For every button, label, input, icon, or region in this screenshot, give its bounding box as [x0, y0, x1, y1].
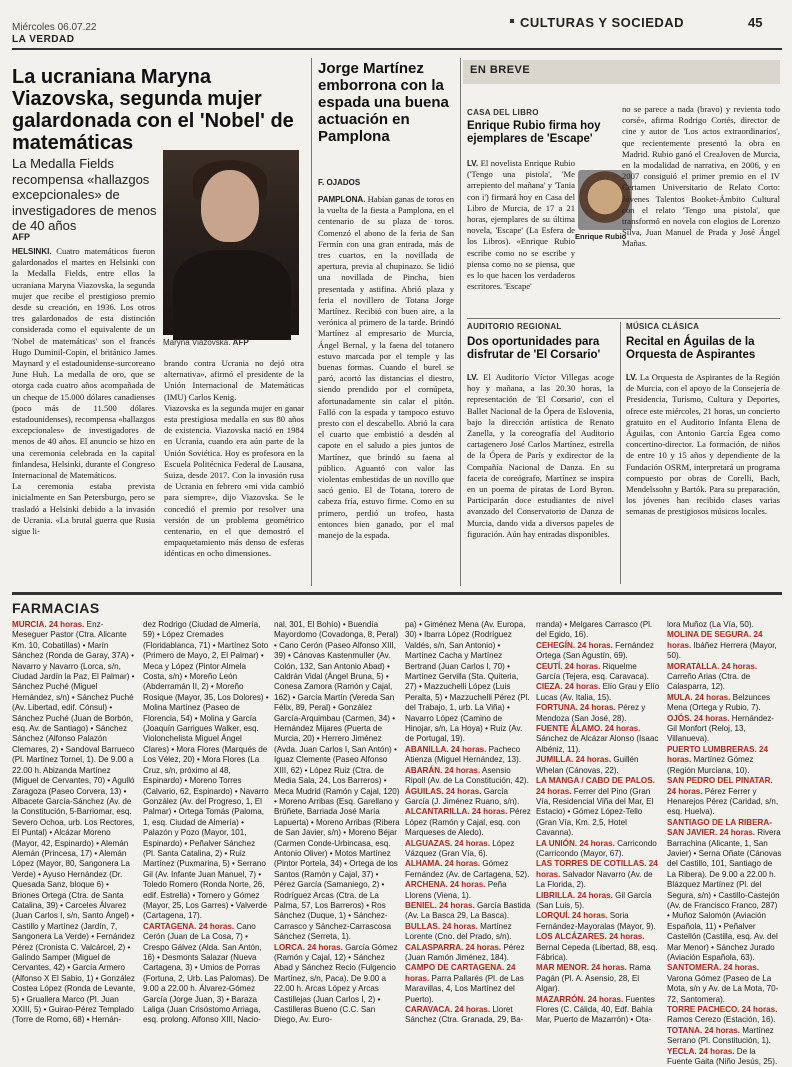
pharmacy-list: Pacheco Atienza (Miguel Hernández, 13).	[405, 744, 522, 765]
pharmacy-town: JUMILLA. 24 horas.	[536, 755, 612, 765]
pharmacy-entry	[536, 703, 662, 724]
pharmacy-town: CIEZA. 24 horas.	[536, 682, 601, 692]
pharmacy-entry	[405, 839, 531, 860]
pharmacy-entry	[405, 620, 531, 745]
pharmacy-list: Pérez y Mendoza (San José, 28).	[536, 703, 646, 723]
pharmacy-entry	[405, 943, 531, 964]
pharmacy-list: Pérez López (Ramón y Cajal, esq. con Marqueses de Aledo).	[405, 807, 531, 838]
pharmacy-town: ALHAMA. 24 horas.	[405, 859, 481, 869]
main-column-2: brando contra Ucrania no dejó otra alternativa», afirmó el presidente de la Unión Internacional de Matemáticas (IMU) Carlos Kenig. Viazovska es la segunda mujer en ganar esta prestigiosa medalla en sus 80 años de existencia. Viazovska nació en 1984 en Ucrania, cuando era aún parte de la Unión Soviética. Hoy es profesora en la Escuela Politécnica Federal de Lausana, Suiza, desde 2017. Con la invasión rusa de Ucrania en febrero «mi vida cambió para siempre», dijo Viazovska. Se le concedió el premio por resolver una versión de un problema geométrico centenario, en el que demostró el empaquetamiento más denso de esferas idénticas en ocho dimensiones.	[164, 358, 304, 559]
pharmacy-list: Martínez Gómez (Región Murciana, 10).	[667, 755, 754, 775]
pharmacy-list: Hernández-Gil Monfort (Reloj, 13, Villanueva).	[667, 713, 775, 744]
pharmacy-list: García Bastida (Av. La Basca 29, La Basca).	[405, 900, 531, 921]
farmacias-column-3	[274, 620, 400, 1025]
photo-credit: AFP	[232, 338, 249, 347]
pharmacy-list: Pérez (Juan Ramón Jiménez, 184).	[405, 942, 525, 962]
pharmacy-list: García Gómez (Ramón y Cajal, 12) • Sánchez Abad y Sánchez Recio (Fulgencio Martínez, s/n, Paca). De 9.00 a 22.00 h. Arcas López y Arcas Castillejas (Juan Carlos I, 2) • Castilleras Bueno (C.C. San Diego, Av. Euro-	[274, 942, 398, 1025]
pharmacy-town: OJÓS. 24 horas.	[667, 713, 730, 723]
pharmacy-entry	[405, 922, 531, 943]
pharmacy-town: CAMPO DE CARTAGENA. 24 horas.	[405, 963, 516, 983]
pharmacy-entry	[667, 620, 782, 630]
musica-kicker: MÚSICA CLÁSICA	[626, 322, 700, 331]
pharmacy-list: Ramos Cerezo (Estación, 16).	[667, 1015, 776, 1025]
pharmacy-town: PUERTO LUMBRERAS. 24 horas.	[667, 744, 769, 765]
pharmacy-entry	[536, 755, 662, 776]
pharmacy-town: YECLA. 24 horas.	[667, 1046, 735, 1056]
pharmacy-town: ABANILLA. 24 horas.	[405, 744, 487, 754]
pharmacy-list: Peña Llorens (Viena, 1).	[405, 880, 507, 900]
pharmacy-town: SAN PEDRO DEL PINATAR. 24 horas.	[667, 776, 773, 796]
pharmacy-town: LOS ALCÁZARES. 24 horas.	[536, 932, 645, 942]
pharmacy-list: Martínez Lorente (Cno. del Prado, s/n).	[405, 921, 512, 942]
pharmacy-town: BULLAS. 24 horas.	[405, 921, 478, 931]
pharmacy-town: LA MANGA / CABO DE PALOS. 24 horas.	[536, 776, 655, 796]
pharmacy-list: Carreño Arias (Ctra. de Calasparra, 12).	[667, 672, 751, 692]
pharmacy-entry	[667, 776, 782, 818]
pharmacy-entry	[536, 682, 662, 703]
pharmacy-list: Parra Pallarés (Pl. de Las Maravillas, 4, Los Martínez del Puerto).	[405, 973, 524, 1004]
pharmacy-entry	[405, 901, 531, 922]
libro-text-continued: no se parece a nada (bravo) y revienta todo corsé», afirma Rodrigo Cortés, director de cine y autor de 'Los actos extraordinarios', que recientemente presentó la obra en Madrid. Rubio ganó el CreaJoven de Murcia, en la modalidad de narrativa, en 2006, y en 2007 consiguió el primer premio en el IV Certamen Universitario de Relato Corto: Jóvenes Talentos Booket-Ámbito Cultural con el relato 'Tengo una pistola', que transformó en novela con elogios de Lorenzo Silva, Juan Manuel de Prada y José Ángel Mañas.	[622, 104, 780, 249]
pharmacy-entry	[405, 1005, 531, 1026]
pharmacy-list: López Vázquez (Gran Vía, 6).	[405, 838, 515, 858]
pharmacy-entry	[667, 818, 782, 964]
pharmacy-town: CARAVACA. 24 horas.	[405, 1005, 491, 1015]
pharmacy-town: ABARÁN. 24 horas.	[405, 765, 481, 775]
farmacias-column-1	[12, 620, 138, 1025]
pharmacy-entry	[274, 943, 400, 1026]
pharmacy-town: LORCA. 24 horas.	[274, 942, 343, 952]
pharmacy-entry	[536, 641, 662, 662]
pharmacy-list: Gil García (San Luis, 5).	[536, 890, 652, 910]
photo-body	[173, 250, 291, 340]
main-headline: La ucraniana Maryna Viazovska, segunda mujer galardonada con el 'Nobel' de matemáticas	[12, 66, 294, 154]
photo-face	[201, 170, 259, 242]
pharmacy-town: CEHEGÍN. 24 horas.	[536, 640, 613, 650]
pharmacy-list: Sánchez de Alcázar Alonso (Isaac Albéniz, 11).	[536, 734, 659, 754]
farmacias-column-5	[536, 620, 662, 1025]
auditorio-text: LV. El Auditorio Víctor Villegas acoge hoy y mañana, a las 20.30 horas, la representación de 'El Corsario', con el Ballet Nacional de la Ópera de Eslovenia, bajo la dirección artística de Renato Zanella, y la coreografía del Auditorio cartagenero José Carlos Martínez, estrella de la Ópera de París y exdirector de la Compañía Nacional de Danza. En su faceta de coreógrafo, Martínez se inspira en un poema de piratas de Lord Byron. Participarán doce estudiantes de nivel avanzado del Conservatorio de Danza de Murcia, dando vida a diversos papeles de figuración. Aún hay entradas disponibles.	[467, 372, 614, 539]
pharmacy-entry	[143, 922, 269, 1026]
pharmacy-entry	[405, 880, 531, 901]
pharmacy-town: FUENTE ÁLAMO. 24 horas.	[536, 724, 641, 734]
column-divider	[620, 322, 621, 584]
libro-kicker: CASA DEL LIBRO	[467, 108, 539, 117]
pharmacy-town: LAS TORRES DE COTILLAS. 24 horas.	[536, 859, 658, 879]
pharmacy-entry	[536, 932, 662, 963]
pharmacy-entry	[405, 745, 531, 766]
farmacias-title: FARMACIAS	[12, 600, 100, 616]
pharmacy-entry	[405, 787, 531, 808]
main-subtitle: La Medalla Fields recompensa «hallazgos excepcionales» de investigadores de menos de 40 años	[12, 156, 157, 233]
pharmacy-list: dez Rodrigo (Ciudad de Almería, 59) • López Cremades (Floridablanca, 71) • Martínez Soto (Primero de Mayo, 2, El Palmar) • Meca y López (Pintor Almela Costa, s/n) • Moreño León (Abderramán II, 2) • Moreño Rosique (Mayor, 35, Los Dolores) • Molina Martínez (Paseo de Florencia, 54) • Molina y García (Joaquín Garrigues Walker, esq. Violonchelista Miguel Ángel Clares) • Mora Flores (Marqués de Los Vélez, 20) • Mora Flores (La Cruz, s/n, próximo al 48, Espinardo) • Moreno Torres (Calvario, 62, Espinardo) • Navarro González (Av. del Progreso, 1, El Palmar) • Ortega Tomás (Paloma, 1, esq. Ciudad de Almería) • Palazón y Pozo (Mayor, 101, Espinardo) • Peñalver Sánchez (Pl. Santa Catalina, 2) • Ruiz Martínez (Puxmarina, 5) • Serrano Gil (Av. Infante Juan Manuel, 7) • Toledo Romero (Ronda Norte, 26, edif. Estrella) • Tornero y Gómez (Mayor, 25, Los Garres) • Valverde (Cartagena, 17).	[143, 620, 269, 921]
section-bullet-icon	[510, 19, 514, 23]
pharmacy-list: Rivera Barrachina (Alicante, 1, San Javier) • Serna Oñate (Cánovas del Castillo, 101, Santiago de La Ribera). De 9.00 a 22.00 h. Blázquez Martínez (Pl. del Segura, s/n) • Castillo-Castejón (Av. de Francisco Franco, 287) • Muñoz Salomón (Aviación Española, 11) • Peñalver Castellón (Castilla, esq. Av. del Mar Menor) • Sánchez Jurado (Aviación Española, 63).	[667, 828, 782, 962]
pharmacy-entry	[536, 963, 662, 994]
pharmacy-town: TOTANA. 24 horas.	[667, 1025, 741, 1035]
bull-dateline: PAMPLONA.	[318, 195, 366, 204]
pharmacy-list: Soria Fernández-Mayoralas (Mayor, 9).	[536, 911, 656, 931]
pharmacy-list: nal, 301, El Bohío) • Buendía Mayordomo (Covadonga, 8, Peral) • Cano Cerón (Paseo Alfonso XIII, 39) • Cánovas Kastenmuller (Av. Colón, 132, San Antonio Abad) • Caldrán Vidal (Ángel Bruna, 5) • Conesa Zamora (Ramón y Cajal, 162) • García Martín (Vereda San Félix, 89, Peral) • González García-Arquimbau (Carmen, 34) • Hernández Mijares (Puerta de Murcia, 20) • Herrero Jiménez (Avda. Juan Carlos I, San Antón) • Iguaz Clemente (Paseo Alfonso XIII, 62) • López Ruiz (Ctra. de Media Sala, 24, Los Barreros) • Meca Mudrid (Ramón y Cajal, 120) • Moreno Arribas (Esq. Garellano y Brúñete, Barriada José María Lapuerta) • Moreno Arribas (Ribera de San Javier, s/n) • Moreno Béjar (Carmen Conde-Urbincasa, esq. Antonio Oliver) • Motos Martínez (Pintor Portela, 34) • Ortega de los Santos (Ramón y Cajal, 37) • Pérez García (Samaniego, 2) • Rodríguez Arcas (Ctra. de La Palma, 57, Los Barreros) • Ros Sánchez (Duque, 1) • Sánchez-Carrasco y Sánchez-Carrascosa Sánchez (Serreta, 1).	[274, 620, 400, 942]
pharmacy-town: ALCANTARILLA. 24 horas.	[405, 807, 508, 817]
pharmacy-list: Martínez Serrano (Pl. Constitución, 1).	[667, 1025, 774, 1046]
pharmacy-town: SANTOMERA. 24 horas.	[667, 963, 760, 973]
pharmacy-list: Carricondo (Carricondo (Mayor, 67).	[536, 838, 657, 858]
pharmacy-entry	[143, 620, 269, 922]
pharmacy-entry	[274, 620, 400, 943]
pharmacy-list: García García (J. Jiménez Ruano, s/n).	[405, 786, 520, 806]
pharmacy-town: CARTAGENA. 24 horas.	[143, 921, 235, 931]
pharmacy-list: Fuentes Flores (C. Cálida, 40, Edf. Bahía Mar, Puerto de Mazarrón) • Ota-	[536, 994, 655, 1025]
libro-headline: Enrique Rubio firma hoy ejemplares de 'Escape'	[467, 120, 601, 145]
pharmacy-entry	[536, 839, 662, 860]
pharmacy-town: CEUTÍ. 24 horas.	[536, 661, 601, 671]
farmacias-column-4	[405, 620, 531, 1025]
pharmacy-entry	[536, 662, 662, 683]
farmacias-rule	[12, 592, 782, 595]
en-breve-label: EN BREVE	[470, 64, 531, 76]
pharmacy-town: MURCIA. 24 horas.	[12, 620, 85, 629]
pharmacy-town: MULA. 24 horas.	[667, 692, 731, 702]
breve-divider	[467, 318, 780, 319]
pharmacy-entry	[667, 745, 782, 776]
bull-text: PAMPLONA. Habían ganas de toros en la vuelta de la fiesta a Pamplona, en el centenario de su plaza de toros. Comenzó el abono de la feria de San Fermín con una gran entrada, más de tres cuartos, en la novillada de apertura, previa al chupinazo. Se lidió una novillada de Pincha, bien presentada y astifina. Abrió plaza y feria el novillero de Totana Jorge Martínez. Recibió con buen aire, a la verónica al primero de la tarde. Brindó Martínez al empresario de Murcia, Ángel Bernal, y la faena del totanero estuvo marcada por el temple y las buenas formas. Cuando el burel se paró, acortó las distancias el diestro, siendo prendido por el cornúpeta, afortunadamente sin calar el pitón. Falló con la espada y tampoco estuvo presto con el descabello. Abrió la cara el cuarto que embistió a desdén al capote en el saludo a pies juntos de Martínez, que brindó su faena al público. Aguantó con valor las violentas embestidas de un novillo que sacó genio. El de Totana, torero de cabeza fría, estuvo firme. Como en su primero, perdió un trofeo, hasta entonces bien ganado, por el mal manejo de la espada.	[318, 194, 455, 541]
pharmacy-entry	[536, 620, 662, 641]
column-divider	[460, 58, 461, 586]
pharmacy-list: Ibáñez Herrera (Mayor, 50).	[667, 640, 777, 661]
musica-text: LV. La Orquesta de Aspirantes de la Región de Murcia, con el apoyo de la Consejería de Presidencia, Turismo, Cultura y Deportes, ofrece este miércoles, 21 horas, un concierto gratuito en el Auditorio Infanta Elena de Águilas, con Antonio García Egea como concertino-director. La formación, de niños de entre 10 y 15 años y dependiente de la Fundación OSRM, interpretará un programa compuesto por obras de Corelli, Bach, Mendelssohn y Bartók. Para su preparación, los jóvenes han recibido clases varias semanas de prestigiosos músicos locales.	[626, 372, 780, 517]
pharmacy-list: Gómez Fernández (Av. de Cartagena, 52).	[405, 859, 530, 879]
pharmacy-entry	[536, 891, 662, 912]
pharmacy-town: MORATALLA. 24 horas.	[667, 661, 758, 671]
farmacias-column-6	[667, 620, 782, 1067]
bull-headline: Jorge Martínez emborrona con la espada una buena actuación en Pamplona	[318, 60, 449, 145]
pharmacy-entry	[667, 1047, 782, 1067]
pharmacy-list: pa) • Giménez Mena (Av. Europa, 30) • Ibarra López (Rodríguez Valdés, s/n, San Antonio) • Martínez Cacha y Martínez Bertrand (Juan Carlos I, 70) • Martínez Gervilla (Sta. Quiteria, 27) • Mazzuchelli López (Luis Peralta, 5) • Mazzuchelli Pérez (Pl. del Trabajo, 1, urb. La Viña) • Navarro López (Camino de Hinojar, s/n, La Hoya) • Ruiz (Av. de Portugal, 19).	[405, 620, 530, 744]
pharmacy-list: Salvador Navarro (Av. de La Florida, 2).	[536, 869, 653, 890]
newspaper-name: LA VERDAD	[12, 34, 75, 45]
pharmacy-entry	[667, 630, 782, 661]
pharmacy-town: LORQUÍ. 24 horas.	[536, 911, 608, 921]
pharmacy-list: Lloret Sánchez (Ctra. Granada, 29, Ba-	[405, 1005, 524, 1025]
pharmacy-entry	[667, 1005, 782, 1026]
photo-caption: Maryna Viazovska. AFP	[163, 338, 249, 347]
pharmacy-list: Cano Cerón (Juan de La Cosa, 7) • Crespo Gálvez (Alda. San Antón, 16) • Desmonts Salazar (Nueva Cartagena, 3) • Umios de Porras (Fortuna, 2, Urb. Las Palomas). De 9.00 a 22.00 h. Álvarez-Gómez García (Jorge Juan, 3) • Baraza Laliga (Juan Crisóstomo Arriaga, esq. prolong. Alfonso XIII, Nacio-	[143, 921, 269, 1025]
auditorio-kicker: AUDITORIO REGIONAL	[467, 322, 562, 331]
page-number: 45	[748, 15, 763, 30]
pharmacy-list: Varona Gómez (Paseo de La Mota, s/n y Av. de La Mota, 70-72, Santomera).	[667, 973, 779, 1004]
pharmacy-list: rranda) • Melgares Carrasco (Pl. del Egido, 16).	[536, 620, 653, 640]
pharmacy-town: ÁGUILAS. 24 horas.	[405, 786, 482, 796]
pharmacy-list: Pérez Ferrer y Henarejos Pérez (Caridad, s/n, esq. Huelva).	[667, 786, 779, 817]
pharmacy-list: Riquelme García (Tejera, esq. Caravaca).	[536, 661, 649, 682]
pharmacy-entry	[667, 963, 782, 1005]
pharmacy-town: LIBRILLA. 24 horas.	[536, 890, 613, 900]
pharmacy-list: Fernández Ortega (San Agustín, 69).	[536, 640, 654, 661]
pharmacy-town: MOLINA DE SEGURA. 24 horas.	[667, 630, 763, 650]
libro-text: LV. El novelista Enrique Rubio ('Tengo una pistola', 'Me arrepiento del mañana' y 'Tania con i') firmará hoy en Casa del Libro de Murcia, de 17 a 21 horas, ejemplares de su última novela, 'Escape' (La Esfera de los Libros). «Enrique Rubio escribe como no se escribe y piensa como no se piensa, que es lo que hacen los verdaderos escritores. 'Escape'	[467, 158, 575, 292]
column-divider	[311, 58, 312, 586]
pharmacy-entry	[667, 662, 782, 693]
pharmacy-entry	[536, 859, 662, 890]
pharmacy-list: Ferrer del Pino (Gran Vía, Residencial Viña del Mar, El Estacio) • Gómez López-Tello (Gran Vía, Km. 2,5, Hotel Cavanna).	[536, 786, 654, 838]
auditorio-headline: Dos oportunidades para disfrutar de 'El Corsario'	[467, 336, 601, 361]
pharmacy-list: Guillén Whelan (Cánovas, 22).	[536, 755, 639, 775]
pharmacy-list: Enz-Meseguer Pastor (Ctra. Alicante Km. 10, Cobatillas) • Marín Sánchez (Ronda de Garay, 37A) • Navarro y Navarro (Lorca, s/n, Ciudad Jardín la Paz, El Palmar) • Sánchez Puché (Miguel Hernández, s/n) • Sánchez Puché (Av. Libertad, edif. Cónsul) • Sánchez Puché (Juan de Borbón, esq. Av. de Santiago) • Sánchez Sánchez (Alfonso Palazón Clemares, 2) • Sandoval Barrueco (Pl. Martínez Tornel, 1). De 9.00 a 22.00 h. Abizanda Martínez (Miguel de Cervantes, 70) • Agulló Zaragoza (Paseo Corvera, 13) • Albacete García-Sánchez (Av. de la Constitución, 5-Barriomar, esq. Severo Ochoa, urb. Los Rectores, El Puntal) • Alcázar Moreno (Mayor, 42, Espinardo) • Alemán Alemán (Princesa, 17) • Alemán López (Mayor, 80, Sangonera La Verde) • Ayuso Hernández (Dr. Quesada Sanz, bloque 6) • Briones Ortega (Ctra. de Santa Catalina, 39) • Carceles Álvarez (Juan Carlos I, s/n, Santo Ángel) • Castillo y Martínez (Jardín, 7, Sangonera La Verde) • Fernández Pérez (Cronista C. Valcárcel, 2) • Galindo Samper (Miguel de Cervantes, 42) • García Armero (Alfonso X El Sabio, 1) • González Costea López (Ronda de Levante, 5) • Gruallera Marco (Pl. Juan XXIII, 5) • Guirao-Pérez Templado (Torre de Romo, 68) • Hernán-	[12, 620, 136, 1025]
pharmacy-town: MAR MENOR. 24 horas.	[536, 963, 627, 973]
issue-date: Miércoles 06.07.22	[12, 22, 97, 33]
pharmacy-list: Rama Pagán (Pl. A. Asensio, 28, El Algar).	[536, 963, 651, 994]
pharmacy-entry	[405, 859, 531, 880]
main-agency: AFP	[12, 232, 30, 242]
pharmacy-entry	[667, 1026, 782, 1047]
pharmacy-town: TORRE PACHECO. 24 horas.	[667, 1005, 778, 1015]
pharmacy-entry	[536, 724, 662, 755]
pharmacy-list: Elío Grau y Elío Lucas (Av. Italia, 15).	[536, 682, 660, 702]
pharmacy-entry	[405, 766, 531, 787]
pharmacy-list: De la Fuente Gaita (Niño Jesús, 25).	[667, 1046, 778, 1067]
pharmacy-entry	[667, 714, 782, 745]
pharmacy-entry	[12, 620, 138, 1026]
pharmacy-entry	[536, 995, 662, 1026]
pharmacy-list: Asensio Ripoll (Av. de La Constitución, 42).	[405, 765, 529, 786]
section-title: CULTURAS Y SOCIEDAD	[520, 15, 685, 30]
pharmacy-entry	[405, 963, 531, 1005]
musica-headline: Recital en Águilas de la Orquesta de Aspirantes	[626, 336, 756, 361]
farmacias-column-2	[143, 620, 269, 1025]
bull-byline: F. OJADOS	[318, 178, 361, 187]
pharmacy-entry	[667, 693, 782, 714]
main-dateline: HELSINKI.	[12, 247, 52, 256]
pharmacy-town: SANTIAGO DE LA RIBERA-SAN JAVIER. 24 horas.	[667, 817, 772, 838]
viazovska-photo	[163, 150, 299, 335]
pharmacy-entry	[405, 807, 531, 838]
pharmacy-list: lora Muñoz (La Vía, 50).	[667, 620, 754, 629]
pharmacy-town: ALGUAZAS. 24 horas.	[405, 838, 491, 848]
pharmacy-list: Bernal Cepeda (Libertad, 88, esq. Fábrica).	[536, 942, 658, 962]
pharmacy-town: LA UNIÓN. 24 horas.	[536, 838, 615, 848]
header-rule	[12, 48, 782, 50]
main-column-1: HELSINKI. Cuatro matemáticos fueron galardonados el martes en Helsinki con la Medalla Fields, entre ellos la ucraniana Maryna Viazovska, la segunda mujer que recibe el prestigioso premio desde su creación, en 1936. Los otros tres galardonados de esta distinción considerada como el equivalente de un 'Nobel de matemáticas' son el francés Hugo Duminil-Copin, el británico James Maynard y el estadounidense-surcoreano June Huh. La medalla de oro, que se otorga cada cuatro años acompañada de un cheque de 15.000 dólares canadienses (poco más de 11.500 dólares estadounidenses), recompensa «hallazgos excepcionales» de investigadores de menos de 40 años. El anuncio se hizo en una ceremonia celebrada en la capital finlandesa, Helsinki, durante el Congreso Internacional de Matemáticos. La ceremonia estaba prevista inicialmente en San Petersburgo, pero se trasladó a Helsinki debido a la invasión de Ucrania. «La brutal guerra que Rusia sigue li-	[12, 246, 155, 537]
pharmacy-town: FORTUNA. 24 horas.	[536, 703, 616, 713]
libro-photo-caption: Enrique Rubio	[575, 232, 627, 241]
pharmacy-town: BENIEL. 24 horas.	[405, 900, 475, 910]
pharmacy-entry	[536, 911, 662, 932]
pharmacy-town: MAZARRÓN. 24 horas.	[536, 994, 624, 1004]
pharmacy-entry	[536, 776, 662, 838]
pharmacy-town: CALASPARRA. 24 horas.	[405, 942, 502, 952]
pharmacy-town: ARCHENA. 24 horas.	[405, 880, 486, 890]
pharmacy-list: Belzunces Mena (Ortega y Rubio, 7).	[667, 692, 771, 713]
